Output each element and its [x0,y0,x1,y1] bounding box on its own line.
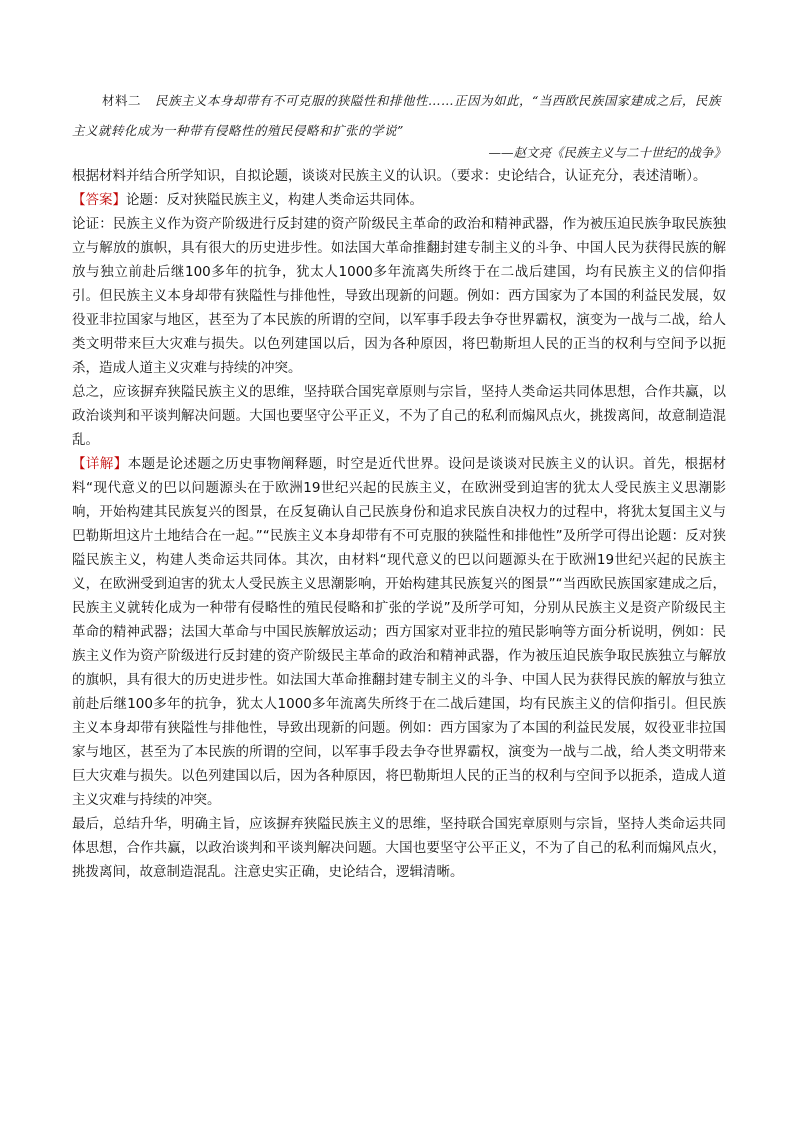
document-page [72,86,726,884]
answer-tag: 【答案】 [72,192,126,208]
material-source: ——赵文亮《民族主义与二十世纪的战争》 [488,145,726,160]
answer-argument: 论证：民族主义作为资产阶级进行反封建的资产阶级民主革命的政治和精神武器，作为被压迫民族争取民族独立与解放的旗帜，具有很大的历史进步性。如法国大革命推翻封建专制主义的斗争、中国人民为获得民族的解放与独立前赴后继100多年的抗争，犹太人1000多年流离失所终于在二战后建国，均有民族主义的信仰指引。但民族主义本身却带有狭隘性与排他性，导致出现新的问题。例如：西方国家为了本国的利益民发展，奴役亚非拉国家与地区，甚至为了本民族的所谓的空间，以军事手段去争夺世界霸权，演变为一战与二战，给人类文明带来巨大灾难与损失。以色列建国以后，因为各种原因，将巴勒斯坦人民的正当的权利与空间予以扼杀，造成人道主义灾难与持续的冲突。 [72,216,726,376]
detail-body: 本题是论述题之历史事物阐释题，时空是近代世界。设问是谈谈对民族主义的认识。首先，根据材料“现代意义的巴以问题源头在于欧洲19世纪兴起的民族主义，在欧洲受到迫害的犹太人受民族主义思潮影响，开始构建其民族复兴的图景，在反复确认自己民族身份和追求民族自决权力的过程中，将犹太复国主义与巴勒斯坦这片土地结合在一起。”“民族主义本身却带有不可克服的狭隘性和排他性”及所学可得出论题：反对狭隘民族主义，构建人类命运共同体。其次，由材料“现代意义的巴以问题源头在于欧洲19世纪兴起的民族主义，在欧洲受到迫害的犹太人受民族主义思潮影响，开始构建其民族复兴的图景”“当西欧民族国家建成之后，民族主义就转化成为一种带有侵略性的殖民侵略和扩张的学说”及所学可知，分别从民族主义是资产阶级民主革命的精神武器；法国大革命与中国民族解放运动；西方国家对亚非拉的殖民影响等方面分析说明，例如：民族主义作为资产阶级进行反封建的资产阶级民主革命的政治和精神武器，作为被压迫民族争取民族独立与解放的旗帜，具有很大的历史进步性。如法国大革命推翻封建专制主义的斗争、中国人民为获得民族的解放与独立前赴后继100多年的抗争，犹太人1000多年流离失所终于在二战后建国，均有民族主义的信仰指引。但民族主义本身却带有狭隘性与排他性，导致出现新的问题。例如：西方国家为了本国的利益民发展，奴役亚非拉国家与地区，甚至为了本民族的所谓的空间，以军事手段去争夺世界霸权，演变为一战与二战，给人类文明带来巨大灾难与损失。以色列建国以后，因为各种原因，将巴勒斯坦人民的正当的权利与空间予以扼杀，造成人道主义灾难与持续的冲突。 [72,456,727,808]
detail-tag: 【详解】 [72,456,128,472]
answer-thesis-line [72,188,726,212]
answer-thesis: 论题：反对狭隘民族主义，构建人类命运共同体。 [126,192,423,208]
question-text: 根据材料并结合所学知识，自拟论题，谈谈对民族主义的认识。（要求：史论结合，认证充分，表述清晰）。 [72,168,707,184]
material-label: 材料二 [102,93,142,108]
answer-conclusion: 总之，应该摒弃狭隘民族主义的思维，坚持联合国宪章原则与宗旨，坚持人类命运共同体思想，合作共赢，以政治谈判和平谈判解决问题。大国也要坚守公平正义，不为了自己的私利而煽风点火，挑拨离间，故意制造混乱。 [72,384,726,448]
material-text: 民族主义本身却带有不可克服的狭隘性和排他性……正因为如此，“当西欧民族国家建成之后，民族主义就转化成为一种带有侵略性的殖民侵略和扩张的学说” [72,93,721,138]
detail-paragraph [72,452,726,812]
detail-final: 最后，总结升华，明确主旨，应该摒弃狭隘民族主义的思维，坚持联合国宪章原则与宗旨，坚持人类命运共同体思想，合作共赢，以政治谈判和平谈判解决问题。大国也要坚守公平正义，不为了自己的私利而煽风点火，挑拨离间，故意制造混乱。注意史实正确，史论结合，逻辑清晰。 [72,816,726,880]
material-two [72,86,726,146]
